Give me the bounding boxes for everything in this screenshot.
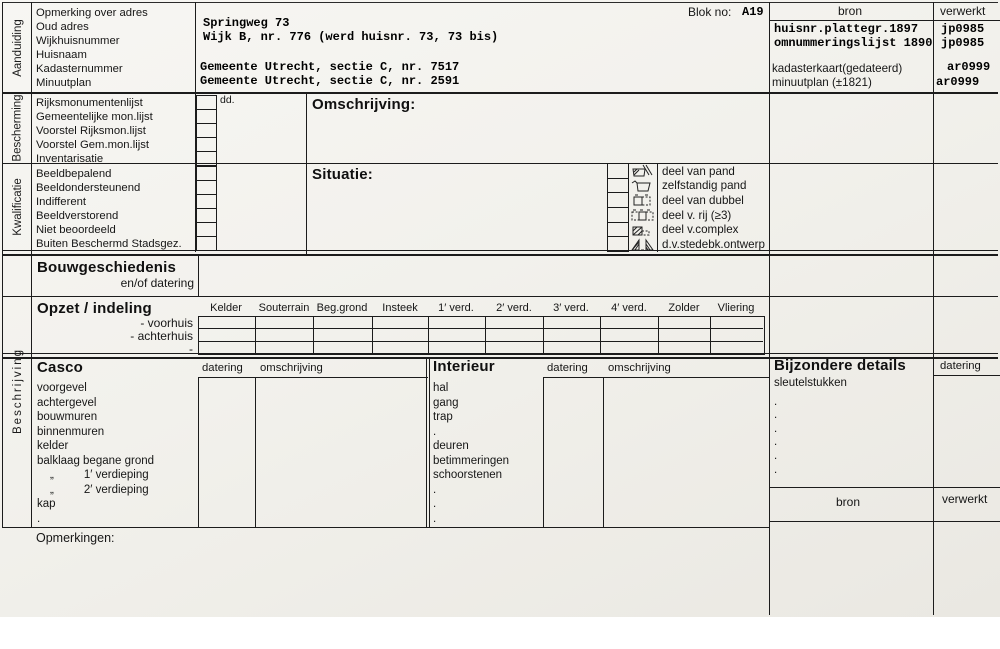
divider [543,316,544,353]
divider [600,316,601,353]
divider [428,316,429,353]
divider [198,328,763,329]
divider [658,316,659,353]
checkbox-voorstel-rijksmon-lijst[interactable] [196,123,217,138]
interieur-title: Interieur [433,358,495,375]
urban-design-icon [630,238,656,251]
bijzondere-datering-header: datering [940,360,981,372]
dd-label: dd. [220,94,235,106]
opzet-row-blank: - [189,342,193,356]
bijzondere-row: sleutelstukken [774,377,847,389]
section-label: Kwalificatie [11,178,24,236]
field-label-wijkhuisnummer: Wijkhuisnummer [36,35,120,47]
casco-row: . [37,512,41,525]
bron-footer-header: bron [836,495,861,509]
divider [31,2,32,527]
casco-datering-header: datering [202,362,243,374]
typed-oud-adres[interactable]: Springweg 73 [203,16,290,30]
bron-entry[interactable]: omnummeringslijst 1890 [774,36,933,50]
typed-kadasternummer[interactable]: Gemeente Utrecht, sectie C, nr. 7517 [200,60,460,74]
opzet-col-1-verd: 1′ verd. [438,302,474,314]
interieur-omschrijving-write-area[interactable] [604,378,768,526]
checkbox-buiten-beschermd-stadsgez[interactable] [196,236,217,251]
blok-no-label: Blok no: [688,5,732,19]
opzet-col-insteek: Insteek [382,302,418,314]
interieur-datering-write-area[interactable] [544,378,602,526]
situatie-option-label: deel v. rij (≥3) [662,209,732,222]
section-label: Beschrijving [11,348,24,434]
opzet-grid[interactable] [198,316,765,355]
casco-row: kap [37,498,56,510]
divider [255,316,256,353]
field-label-minuutplan: Minuutplan [36,77,92,89]
casco-row: voorgevel [37,382,87,394]
checkbox-d-v-stedebk-ontwerp[interactable] [607,236,629,252]
divider [769,20,1000,21]
opzet-col-kelder: Kelder [210,302,242,314]
divider [2,296,998,297]
casco-datering-write-area[interactable] [199,378,255,526]
checkbox-inventarisatie[interactable] [196,151,217,166]
bescherming-item: Gemeentelijke mon.lijst [36,111,153,123]
casco-row [37,483,207,498]
opzet-col-souterrain: Souterrain [258,302,310,314]
omschrijving-write-area[interactable] [307,112,767,162]
divider [769,487,1000,488]
interieur-row: . [433,483,437,496]
casco-row-text: 2′ verdieping [83,483,149,496]
field-label-oud-adres: Oud adres [36,21,89,33]
semi-detached-icon [630,193,656,206]
omschrijving-header: Omschrijving: [312,96,416,113]
casco-title: Casco [37,359,84,376]
opzet-title: Opzet / indeling [37,300,152,317]
divider [313,316,314,353]
situatie-option-label: deel v.complex [662,223,739,236]
bescherming-item: Inventarisatie [36,153,104,165]
row-building-icon [630,208,656,221]
kwalificatie-item: Beeldondersteunend [36,182,141,194]
casco-row: balklaag begane grond [37,454,155,467]
opmerkingen-label: Opmerkingen: [36,531,115,545]
section-bescherming [4,93,31,163]
verwerkt-entry[interactable]: jp0985 [941,22,985,36]
bron-entry[interactable]: huisnr.plattegr.1897 [774,22,919,36]
bescherming-item: Rijksmonumentenlijst [36,97,143,109]
divider [426,357,427,527]
divider [372,316,373,353]
casco-rows [37,381,207,526]
interieur-row: . [433,512,437,525]
interieur-omschrijving-header: omschrijving [608,362,671,374]
bijzondere-row: . [774,449,778,462]
bescherming-item: Voorstel Rijksmon.lijst [36,125,146,137]
part-of-building-icon [630,164,656,177]
casco-row: binnenmuren [37,425,105,438]
verwerkt-header: verwerkt [940,4,986,18]
section-label: Aanduiding [11,18,24,77]
interieur-row: . [433,425,437,438]
opzet-row-voorhuis: - voorhuis [140,316,193,330]
bouwgeschiedenis-write-area[interactable] [200,256,765,295]
bouwgeschiedenis-title: Bouwgeschiedenis [37,259,177,276]
section-beschrijving [4,255,31,527]
checkbox-gemeentelijke-mon-lijst[interactable] [196,109,217,124]
verwerkt-entry[interactable]: ar0999 [947,60,991,74]
casco-omschrijving-header: omschrijving [260,362,323,374]
section-label: Bescherming [11,94,24,162]
casco-omschrijving-write-area[interactable] [256,378,425,526]
casco-row: kelder [37,440,69,452]
opzet-col-2-verd: 2′ verd. [496,302,532,314]
opzet-col-vliering: Vliering [717,302,755,314]
kwalificatie-item: Buiten Beschermd Stadsgez. [36,238,182,250]
divider [2,2,3,527]
bijzondere-row: . [774,436,778,449]
checkbox-voorstel-gem-mon-lijst[interactable] [196,137,217,152]
interieur-row: gang [433,396,459,409]
divider [2,527,769,528]
bijzondere-row: . [774,422,778,435]
interieur-row: hal [433,382,449,394]
opmerkingen-write-area[interactable] [36,548,756,613]
situatie-write-area[interactable] [307,184,602,248]
casco-row: achtergevel [37,396,97,409]
casco-row: bouwmuren [37,411,98,423]
bijzondere-row: . [774,395,778,408]
checkbox-deel-v-complex[interactable] [607,222,629,237]
verwerkt-entry[interactable]: ar0999 [936,75,980,89]
kwalificatie-item: Indifferent [36,196,87,208]
bijzondere-row: . [774,409,778,422]
bron-entry: minuutplan (±1821) [772,76,872,89]
checkbox-indifferent[interactable] [196,194,217,209]
situatie-option-label: deel van dubbel [662,194,744,207]
bijzondere-row: . [774,463,778,476]
verwerkt-entry[interactable]: jp0985 [941,36,985,50]
verwerkt-footer-header: verwerkt [942,492,988,506]
interieur-datering-header: datering [547,362,588,374]
checkbox-beeldbepalend[interactable] [196,166,217,181]
ditto-mark: „ [50,469,54,481]
bron-entry: kadasterkaart(gedateerd) [772,62,903,75]
blok-no-value[interactable]: A19 [742,5,764,19]
bron-header: bron [838,4,863,18]
situatie-option-label: deel van pand [662,165,735,178]
checkbox-rijksmonumentenlijst[interactable] [196,95,217,110]
interieur-row: schoorstenen [433,469,503,481]
opzet-row-achterhuis: - achterhuis [130,329,193,343]
section-kwalificatie [4,164,31,250]
casco-row [37,468,207,483]
detached-building-icon [630,179,656,192]
interieur-row: betimmeringen [433,454,510,467]
situatie-header: Situatie: [312,166,373,183]
checkbox-beeldondersteunend[interactable] [196,180,217,195]
checkbox-niet-beoordeeld[interactable] [196,222,217,237]
bijzondere-details-title: Bijzondere details [774,357,906,374]
bijzondere-rows [774,377,924,477]
divider [485,316,486,353]
interieur-rows [433,381,538,526]
bron-footer-write-area[interactable] [770,522,933,614]
bouwgeschiedenis-subtitle: en/of datering [120,276,194,290]
opzet-col-zolder: Zolder [668,302,700,314]
divider [2,92,998,94]
interieur-row: trap [433,411,453,423]
interieur-row: . [433,498,437,510]
bescherming-item: Voorstel Gem.mon.lijst [36,139,150,151]
divider [198,254,199,296]
field-label-huisnaam: Huisnaam [36,49,87,61]
opzet-col-beg-grond: Beg.grond [316,302,368,314]
checkbox-deel-van-dubbel[interactable] [607,192,629,208]
interieur-row: deuren [433,440,469,452]
kwalificatie-item: Beeldverstorend [36,210,119,222]
situatie-option-label: d.v.stedebk.ontwerp [662,238,765,251]
divider [2,163,998,164]
opzet-col-4-verd: 4′ verd. [611,302,647,314]
field-label-opmerking-over-adres: Opmerking over adres [36,7,148,19]
complex-icon [630,223,656,236]
typed-minuutplan[interactable]: Gemeente Utrecht, sectie C, nr. 2591 [200,74,460,88]
checkbox-deel-van-pand[interactable] [607,163,629,179]
situatie-option-label: zelfstandig pand [662,179,747,192]
divider [710,316,711,353]
divider [2,2,998,3]
section-aanduiding [4,3,31,92]
scan-background [0,617,1000,649]
divider [429,357,430,527]
verwerkt-footer-write-area[interactable] [934,522,1000,614]
checkbox-beeldverstorend[interactable] [196,208,217,223]
casco-row-text: 1′ verdieping [83,469,149,481]
typed-wijkhuisnummer[interactable]: Wijk B, nr. 776 (werd huisnr. 73, 73 bis) [203,30,499,44]
checkbox-deel-v-rij[interactable] [607,207,629,223]
ditto-mark: „ [50,483,54,496]
opzet-col-3-verd: 3′ verd. [553,302,589,314]
kwalificatie-item: Beeldbepalend [36,168,112,180]
field-label-kadasternummer: Kadasternummer [36,63,123,75]
kwalificatie-item: Niet beoordeeld [36,224,116,236]
divider [657,163,658,252]
bijzondere-datering-write-area[interactable] [934,376,1000,486]
divider [198,341,763,342]
checkbox-zelfstandig-pand[interactable] [607,178,629,193]
